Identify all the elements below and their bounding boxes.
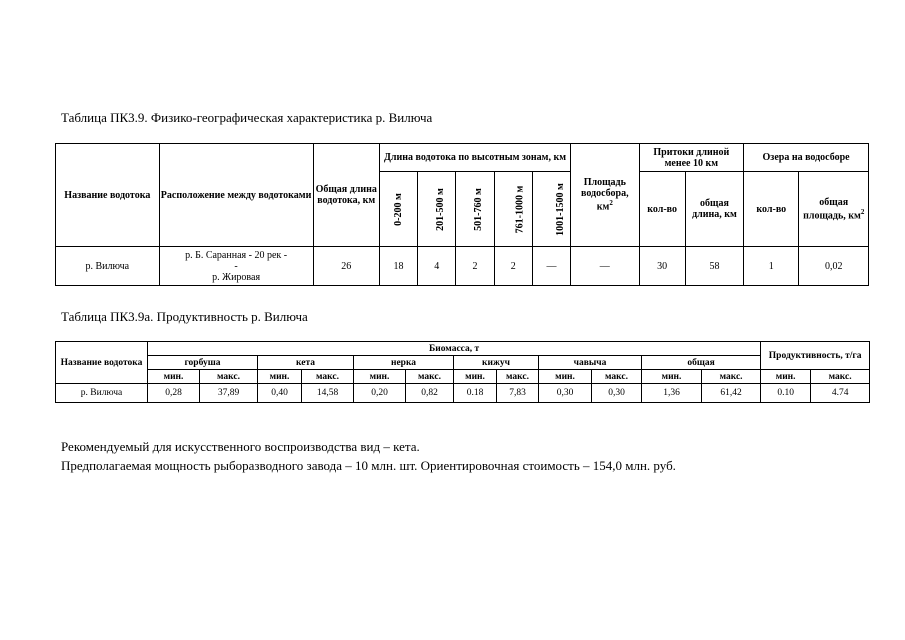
header-species-5: общая xyxy=(642,356,761,370)
header-area-sup: 2 xyxy=(609,199,613,208)
location-line-2: - xyxy=(234,260,238,272)
header-max: макс. xyxy=(702,370,761,384)
header-species-0: горбуша xyxy=(148,356,258,370)
header-min: мин. xyxy=(761,370,811,384)
header-lakes-area xyxy=(799,172,869,247)
header-min: мин. xyxy=(148,370,200,384)
header-productivity: Продуктивность, т/га xyxy=(761,342,870,370)
cell-value: 0,28 xyxy=(148,384,200,403)
header-name: Название водотока xyxy=(56,342,148,384)
header-min: мин. xyxy=(642,370,702,384)
header-tributaries: Притоки длиной менее 10 км xyxy=(639,144,744,172)
header-max: макс. xyxy=(200,370,258,384)
table-row xyxy=(56,247,869,286)
header-zone-1 xyxy=(418,172,456,247)
header-lakes: Озера на водосборе xyxy=(744,144,869,172)
physgeo-table xyxy=(55,143,869,286)
header-min: мин. xyxy=(539,370,592,384)
header-area xyxy=(571,144,639,247)
header-zone-2 xyxy=(456,172,494,247)
zone-label-1: 201-500 м xyxy=(434,187,446,231)
productivity-table xyxy=(55,341,870,403)
cell-zone-3: 2 xyxy=(494,247,532,286)
header-name: Название водотока xyxy=(56,144,160,247)
header-max: макс. xyxy=(497,370,539,384)
cell-zone-1: 4 xyxy=(418,247,456,286)
zone-label-4: 1001-1500 м xyxy=(554,182,566,236)
cell-value: 0,30 xyxy=(539,384,592,403)
cell-value: 4.74 xyxy=(811,384,870,403)
zone-label-2: 501-760 м xyxy=(473,187,485,231)
header-species-1: кета xyxy=(258,356,354,370)
cell-name: р. Вилюча xyxy=(56,247,160,286)
zone-label-3: 761-1000 м xyxy=(513,185,525,233)
header-max: макс. xyxy=(592,370,642,384)
cell-value: 0,20 xyxy=(354,384,406,403)
header-biomass: Биомасса, т xyxy=(148,342,761,356)
header-lakes-area-sup: 2 xyxy=(860,207,865,216)
cell-value: 0,30 xyxy=(592,384,642,403)
cell-value: 61,42 xyxy=(702,384,761,403)
header-min: мин. xyxy=(454,370,497,384)
cell-trib-count: 30 xyxy=(639,247,685,286)
cell-trib-length: 58 xyxy=(685,247,743,286)
table-row xyxy=(56,384,870,403)
location-line-3: р. Жировая xyxy=(212,271,261,283)
cell-value: 0.18 xyxy=(454,384,497,403)
zone-label-0: 0-200 м xyxy=(393,192,405,226)
header-species-3: кижуч xyxy=(454,356,539,370)
header-min: мин. xyxy=(354,370,406,384)
header-species-2: нерка xyxy=(354,356,454,370)
header-min: мин. xyxy=(258,370,302,384)
cell-total: 26 xyxy=(313,247,379,286)
header-trib-count: кол-во xyxy=(639,172,685,247)
cell-zone-0: 18 xyxy=(379,247,417,286)
cell-location xyxy=(159,247,313,286)
header-max: макс. xyxy=(811,370,870,384)
cell-value: 1,36 xyxy=(642,384,702,403)
header-zones: Длина водотока по высотным зонам, км xyxy=(379,144,570,172)
header-zone-4 xyxy=(532,172,570,247)
cell-lakes-count: 1 xyxy=(744,247,799,286)
cell-value: 0,40 xyxy=(258,384,302,403)
header-trib-length: общая длина, км xyxy=(685,172,743,247)
header-max: макс. xyxy=(302,370,354,384)
cell-value: 7,83 xyxy=(497,384,539,403)
header-lakes-area-text: общая площадь, км xyxy=(803,196,861,222)
header-max: макс. xyxy=(406,370,454,384)
cell-lakes-area: 0,02 xyxy=(799,247,869,286)
header-area-text: Площадь водосбора, км xyxy=(581,177,629,213)
cell-value: 14,58 xyxy=(302,384,354,403)
header-zone-0 xyxy=(379,172,417,247)
header-total-length: Общая длина водотока, км xyxy=(313,144,379,247)
location-line-1: р. Б. Саранная - 20 рек - xyxy=(185,249,288,261)
cell-value: 0.10 xyxy=(761,384,811,403)
header-location: Расположение между водотоками xyxy=(159,144,313,247)
cell-value: 0,82 xyxy=(406,384,454,403)
header-zone-3 xyxy=(494,172,532,247)
recommendation-note: Рекомендуемый для искусственного воспроизводства вид – кета. xyxy=(61,439,420,454)
cell-zone-4: — xyxy=(532,247,570,286)
hatchery-note: Предполагаемая мощность рыборазводного завода – 10 млн. шт. Ориентировочная стоимость – 154,0 млн. руб. xyxy=(61,458,676,473)
table1-caption: Таблица ПК3.9. Физико-географическая характеристика р. Вилюча xyxy=(61,110,433,125)
cell-value: 37,89 xyxy=(200,384,258,403)
table2-caption: Таблица ПК3.9а. Продуктивность р. Вилюча xyxy=(61,309,308,324)
header-species-4: чавыча xyxy=(539,356,642,370)
cell-area: — xyxy=(571,247,639,286)
cell-name: р. Вилюча xyxy=(56,384,148,403)
header-lakes-count: кол-во xyxy=(744,172,799,247)
cell-zone-2: 2 xyxy=(456,247,494,286)
